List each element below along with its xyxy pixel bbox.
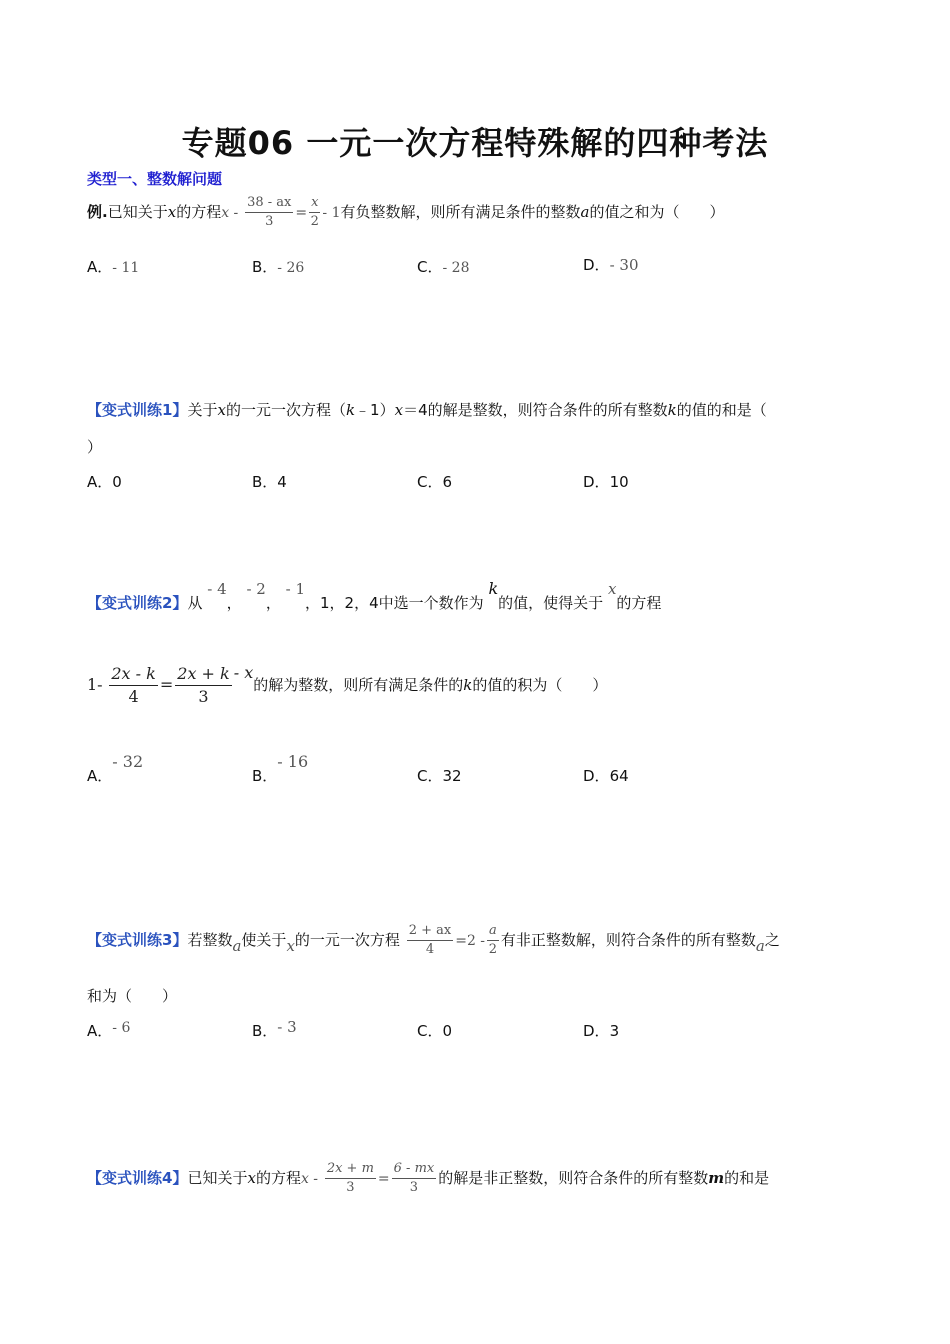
- variation3-question-line2: 和为（ ）: [87, 987, 178, 1005]
- variation3-question: 【变式训练3】若整数a使关于x的一元一次方程 $\frac{2 + ax}{4}$ =2 - $\frac{a}{2}$ 有非正整数解，则符合条件的所有整数a之: [87, 923, 780, 957]
- fraction: $\frac{2x + m}{3}$: [326, 1161, 374, 1195]
- variation2-option-d: D．64: [583, 767, 629, 785]
- variation2-option-c: C．32: [417, 767, 462, 785]
- fraction: $\frac{6 - mx}{3}$: [393, 1161, 435, 1195]
- example-option-a: A．- 11: [87, 258, 140, 276]
- variation3-label: 【变式训练3】: [87, 931, 188, 949]
- variation4-question: 【变式训练4】已知关于x的方程x - $\frac{2x + m}{3}$ = $\frac{6 - mx}{3}$ 的解是非正整数，则符合条件的所有整数m的和是: [87, 1161, 770, 1195]
- example-option-c: C．- 28: [417, 258, 470, 276]
- example-question: 例.已知关于x的方程x - $\frac{38 - ax}{3}$ = $\frac{x}{2}$ - 1有负整数解，则所有满足条件的整数a的值之和为（ ）: [87, 195, 725, 229]
- fraction: $\frac{2 + ax}{4}$: [408, 923, 452, 957]
- variation1-option-c: C．6: [417, 473, 453, 491]
- example-option-b: B．- 26: [252, 258, 305, 276]
- variation2-label: 【变式训练2】: [87, 594, 188, 612]
- variation1-label: 【变式训练1】: [87, 401, 188, 419]
- variation4-label: 【变式训练4】: [87, 1169, 188, 1187]
- page-title: 专题06 一元一次方程特殊解的四种考法: [181, 124, 769, 162]
- variation2-equation-line: 1- $\frac{2x - k}{4}$ = $\frac{2x + k}{3}$ - x的解为整数，则所有满足条件的k的值的积为（ ）: [87, 663, 608, 706]
- variation2-question: 【变式训练2】从 - 4， - 2， - 1，1，2，4中选一个数作为 k的值，使得关于 x的方程: [87, 579, 662, 612]
- variation3-option-a: A．- 6: [87, 1020, 131, 1040]
- fraction: $\frac{38 - ax}{3}$: [247, 195, 292, 229]
- variation1-option-d: D．10: [583, 473, 629, 491]
- fraction: $\frac{2x - k}{4}$: [111, 664, 156, 706]
- variation3-option-d: D．3: [583, 1022, 620, 1040]
- variation1-question: 【变式训练1】关于x的一元一次方程（k﹣1）x＝4的解是整数，则符合条件的所有整数k的值的和是（: [87, 401, 767, 419]
- variation3-option-b: B．- 3: [252, 1018, 297, 1040]
- example-option-d: D．- 30: [583, 256, 639, 274]
- variation1-option-b: B．4: [252, 473, 287, 491]
- variation2-option-b: B．- 16: [252, 752, 309, 785]
- variation1-option-a: A．0: [87, 473, 122, 491]
- fraction: $\frac{x}{2}$: [310, 195, 319, 229]
- fraction: $\frac{a}{2}$: [488, 923, 498, 957]
- variation1-question-line2: ）: [87, 438, 103, 456]
- section-heading: 类型一、整数解问题: [87, 170, 223, 188]
- fraction: $\frac{2x + k}{3}$: [177, 664, 230, 706]
- variation3-option-c: C．0: [417, 1022, 453, 1040]
- variation2-option-a: A．- 32: [87, 752, 144, 785]
- example-prefix: 例.: [87, 203, 108, 221]
